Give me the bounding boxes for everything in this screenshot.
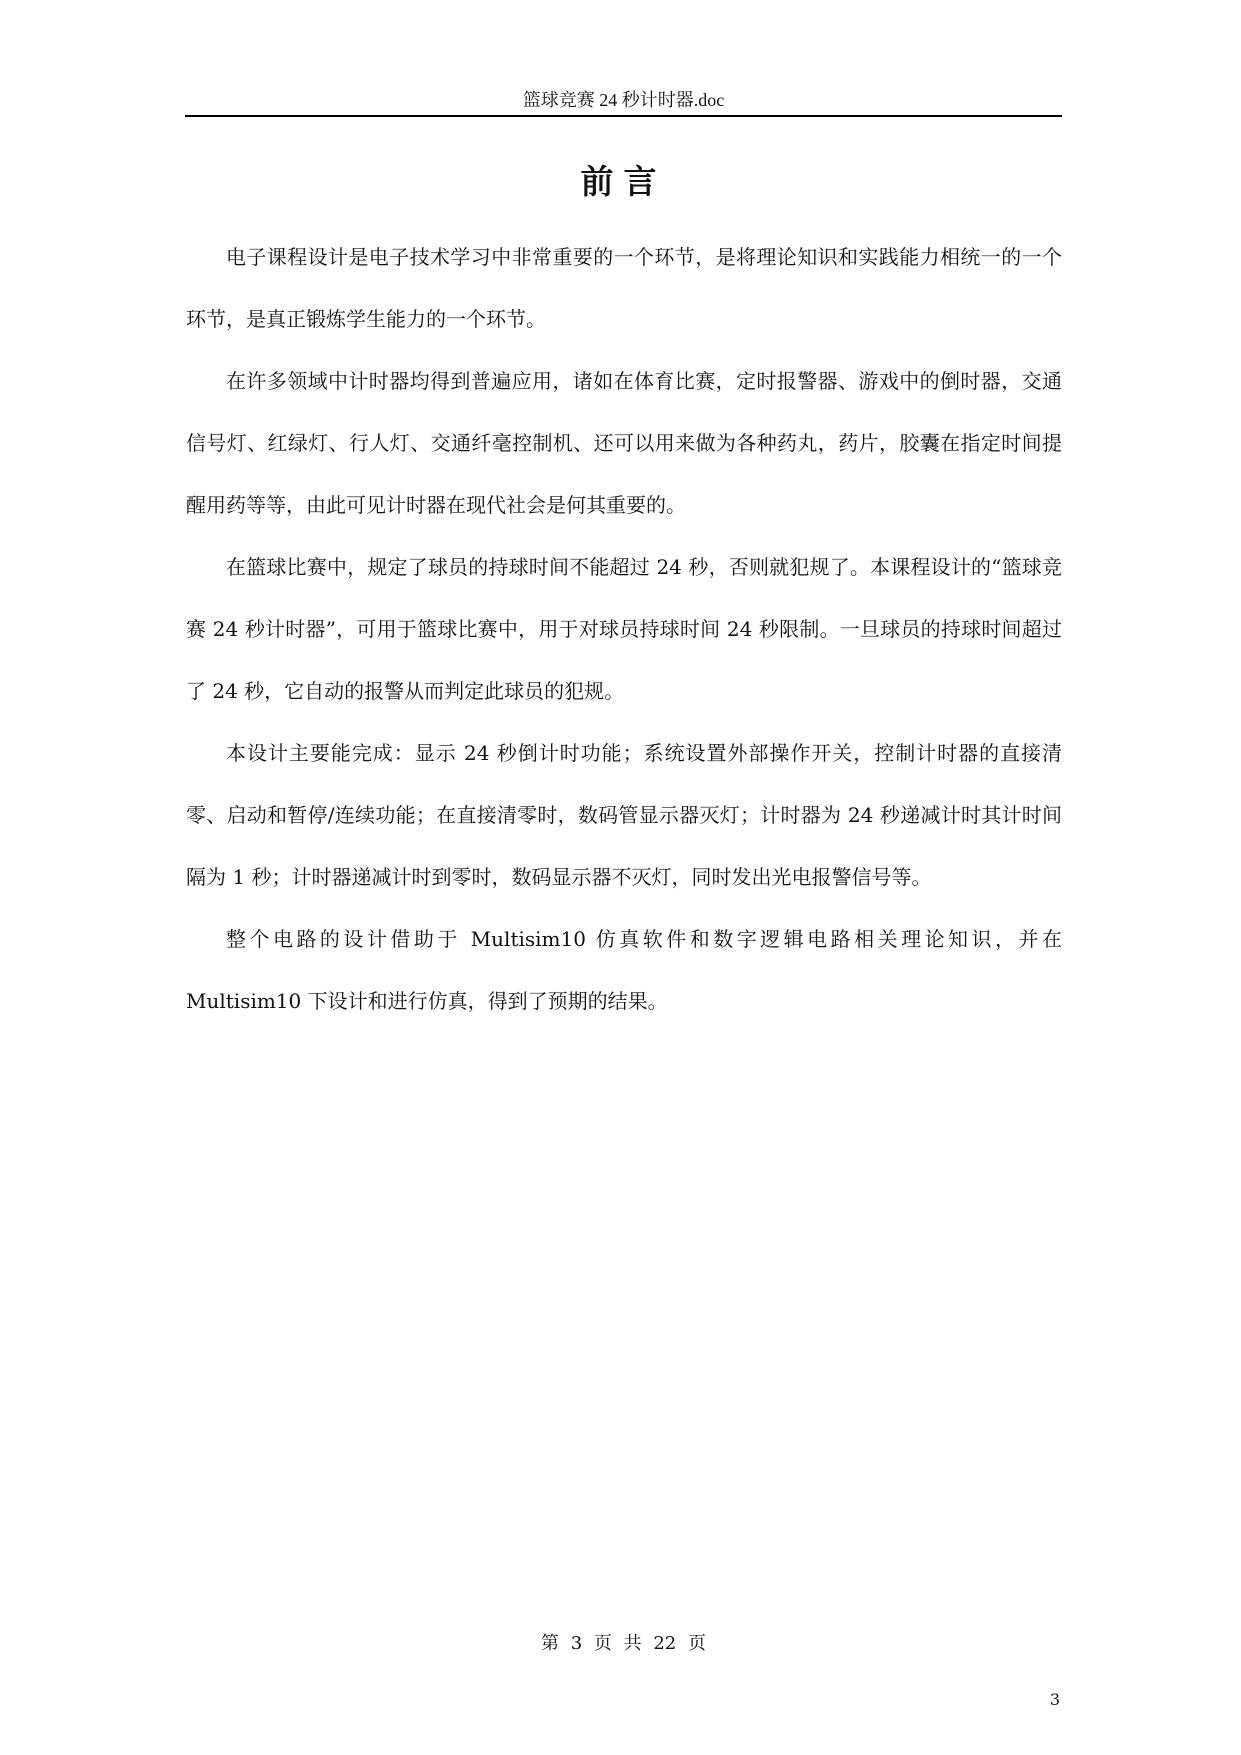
page-number: 3 bbox=[1049, 1690, 1060, 1709]
page-footer: 第 3 页 共 22 页 bbox=[541, 1633, 706, 1654]
page-title: 前言 bbox=[580, 162, 667, 201]
header-divider bbox=[185, 115, 1062, 117]
paragraph-3: 在篮球比赛中，规定了球员的持球时间不能超过 24 秒，否则就犯规了。本课程设计的“篮球竞赛 24 秒计时器”，可用于篮球比赛中，用于对球员持球时间 24 秒限制。一旦球员的持球时间超过了 24 秒，它自动的报警从而判定此球员的犯规。 bbox=[186, 555, 1062, 703]
preface-body bbox=[186, 226, 1062, 1032]
paragraph-2: 在许多领域中计时器均得到普遍应用，诸如在体育比赛，定时报警器、游戏中的倒时器，交通信号灯、红绿灯、行人灯、交通纤毫控制机、还可以用来做为各种药丸，药片，胶囊在指定时间提醒用药等等，由此可见计时器在现代社会是何其重要的。 bbox=[186, 369, 1062, 517]
paragraph-1: 电子课程设计是电子技术学习中非常重要的一个环节，是将理论知识和实践能力相统一的一个环节，是真正锻炼学生能力的一个环节。 bbox=[186, 245, 1062, 331]
paragraph-5: 整个电路的设计借助于 Multisim10 仿真软件和数字逻辑电路相关理论知识，并在 Multisim10 下设计和进行仿真，得到了预期的结果。 bbox=[186, 927, 1062, 1013]
document-header: 篮球竞赛 24 秒计时器.doc bbox=[522, 90, 725, 110]
paragraph-4: 本设计主要能完成：显示 24 秒倒计时功能；系统设置外部操作开关，控制计时器的直接清零、启动和暂停/连续功能；在直接清零时，数码管显示器灭灯；计时器为 24 秒递减计时其计时间隔为 1 秒；计时器递减计时到零时，数码显示器不灭灯，同时发出光电报警信号等。 bbox=[186, 741, 1062, 889]
